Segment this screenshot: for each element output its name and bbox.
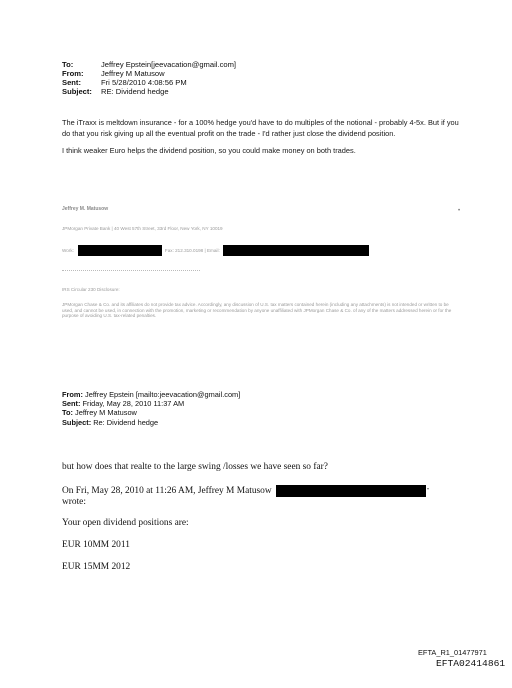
fwd-subject-value: Re: Dividend hedge: [93, 417, 159, 427]
corner-mark: •: [458, 208, 461, 214]
fwd-from-value: Jeffrey Epstein [mailto:jeevacation@gmail.com]: [85, 390, 241, 399]
open-positions-text: Your open dividend positions are:: [62, 518, 189, 528]
sent-value: Fri 5/28/2010 4:08:56 PM: [101, 78, 187, 87]
signature-contact: [62, 245, 369, 256]
wrote-text: wrote:: [62, 497, 86, 507]
from-label: From:: [62, 69, 84, 78]
fwd-to-row: [62, 408, 240, 417]
fwd-from-label: From:: [62, 390, 83, 399]
fwd-subject-row: [62, 418, 240, 427]
position-line-2: EUR 15MM 2012: [62, 562, 131, 572]
signature-name: Jeffrey M. Matusow: [62, 206, 109, 212]
position-line-1: EUR 10MM 2011: [62, 540, 130, 550]
subject-row: [62, 87, 236, 96]
irs-heading: IRS Circular 230 Disclosure:: [62, 287, 120, 292]
from-row: [62, 69, 236, 78]
reply-paragraph-2: I think weaker Euro helps the dividend position, so you could make money on both trades.: [62, 146, 356, 156]
redaction-box: [223, 245, 369, 256]
from-value: Jeffrey M Matusow: [101, 69, 165, 78]
reply-paragraph-1: The iTraxx is meltdown insurance - for a 100% hedge you'd have to do multiples of the notional - probably 4-5x. But if you do that you risk giving up all the eventual profit on the trade - I'd rather just close the dividend position.: [62, 118, 459, 138]
sent-label: Sent:: [62, 78, 81, 87]
fwd-to-value: Jeffrey M Matusow: [75, 408, 137, 418]
tax-disclaimer: JPMorgan Chase & Co. and its affiliates do not provide tax advice. Accordingly, any discussion of U.S. tax matters contained herein (including any attachments) is not intended or written to be used, and cannot be used, in connection with the promotion, marketing or recommendation by anyone unaffiliated with JPMorgan Chase & Co. of any of the matters addressed herein or for the purpose of avoiding U.S. tax-related penalties.: [62, 302, 452, 319]
fwd-to-label: To:: [62, 408, 73, 418]
reply-body: [62, 118, 462, 164]
forwarded-header: [62, 390, 240, 427]
to-row: [62, 60, 236, 69]
to-label: To:: [62, 60, 74, 69]
fwd-sent-label: Sent:: [62, 399, 81, 409]
footer-ref-2: EFTA02414861: [436, 658, 506, 669]
signature-address: JPMorgan Private Bank | 40 West 57th Street, 33rd Floor, New York, NY 10019: [62, 226, 223, 231]
subject-label: Subject:: [62, 87, 92, 96]
question-text: but how does that realte to the large swing /losses we have seen so far?: [62, 462, 328, 472]
to-value: Jeffrey Epstein[jeevacation@gmail.com]: [101, 60, 237, 69]
fwd-sent-value: Friday, May 28, 2010 11:37 AM: [82, 399, 185, 409]
fwd-subject-label: Subject:: [62, 417, 92, 427]
attribution-text: On Fri, May 28, 2010 at 11:26 AM, Jeffrey M Matusow: [62, 486, 272, 496]
fwd-from-row: [62, 390, 240, 399]
quote-attribution: [62, 485, 429, 497]
subject-value: RE: Dividend hedge: [101, 87, 169, 96]
redaction-box: [78, 245, 162, 256]
attribution-suffix: ": [426, 488, 430, 494]
email-header: [62, 60, 236, 96]
sent-row: [62, 78, 236, 87]
fwd-sent-row: [62, 399, 240, 408]
work-label: Work:: [62, 247, 74, 253]
signature-divider: [62, 270, 200, 271]
fax-text: Fax: 212.310.0198 | Email:: [164, 247, 220, 253]
footer-ref-1: EFTA_R1_01477971: [418, 648, 487, 657]
redaction-box: [276, 485, 426, 497]
